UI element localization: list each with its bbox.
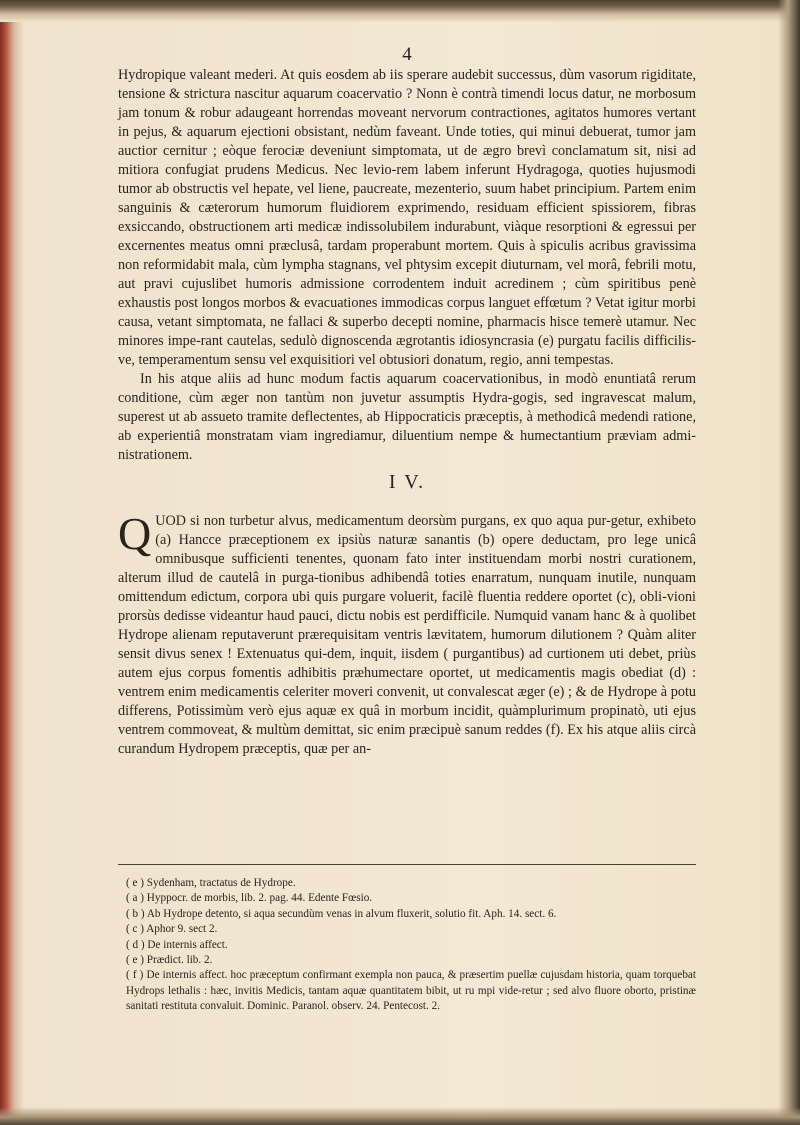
drop-cap: Q [118, 508, 152, 559]
paragraph-2: In his atque aliis ad hunc modum factis aquarum coacervationibus, in modò enuntiatâ rerum conditione, cùm æger non tantùm non juvetur assumptis Hydra-gogis, sed ingravescat malum, superest ut ab assueto tramite deflectentes, ab Hippocraticis præceptis, à methodicâ medendi ratione, ab experientiâ monstratam viam ingrediamur, diluentium nempe & humectantium præviam admi-nistrationem. [118, 371, 696, 463]
page-number: 4 [402, 44, 412, 65]
page-content [118, 46, 696, 1046]
right-edge [778, 0, 800, 1125]
paragraph-3-text: UOD si non turbetur alvus, medicamentum deorsùm purgans, ex quo aqua pur-getur, exhibeto (a) Hancce præceptionem ex ipsiùs naturæ sanantis (b) opere deductam, pro lege unicâ omnibusque sufficienti tenentes, quonam fato inter instituendam morbi nostri curationem, alterum illud de cautelâ in purga-tionibus adhibendâ toties enarratum, nunquam inutile, nunquam omittendum edictum, corpora ubi quis purgare voluerit, facilè fluentia reddere oportet (c), obli-vioni prorsùs dedisse videantur haud pauci, dictu nobis est perdifficile. Numquid vanam hanc & à quolibet Hydrope alienam reputaverunt prærequisitam ventris lævitatem, humorum dilutionem ? Quàm aliter sensit divus senex ! Extenuatus qui-dem, inquit, iisdem ( purgantibus) ad curtionem uti debet, priùs autem ejus corpus fomentis adhibitis præhumectare oportet, ut medicamentis magis obediat (d) : ventrem enim medicamentis celeriter moveri convenit, ut convalescat æger (e) ; & de Hydrope à potu differens, Potissimùm verò ejus aquæ ex quâ in morbum incidit, quàmplurimum propinatò, uti ejus ventrem commoveat, & multùm demittat, sic enim præcipuè sanum reddes (f). Ex his atque aliis circà curandum Hydropem præceptis, quæ per an- [118, 513, 696, 757]
bottom-edge [0, 1107, 800, 1125]
footnote: ( d ) De internis affect. [126, 938, 228, 951]
footnotes [118, 876, 696, 1015]
footnote: ( b ) Ab Hydrope detento, si aqua secundùm venas in alvum fluxerit, solutio fit. Aph. 14. sect. 6. [126, 907, 557, 920]
footnote-rule [118, 864, 696, 865]
footnote: ( f ) De internis affect. hoc præceptum confirmant exempla non pauca, & præsertim puellæ cujusdam historia, quam torquebat Hydrops lethalis : hæc, invitis Medicis, tantam aquæ quantitatem bibit, ut ru mpi vide-retur ; sed alvo fluore oborto, pristinæ sanitati restituta convaluit. Dominic. Paranol. observ. 24. Pentecost. 2. [126, 969, 696, 1013]
paragraph-1: Hydropique valeant mederi. At quis eosdem ab iis sperare audebit successus, dùm vasorum rigiditate, tensione & strictura nascitur aquarum coacervatio ? Nonn è contrà timendi locus datur, ne morbosum jam tonum & robur adaugeant horrendas moveant nervorum contractiones, agitatos humores vertant in pejus, & aquarum ejectioni obsistant, nedùm faveant. Unde toties, qui minui debuerat, tumor jam auctior cernitur ; eòque ferociæ deveniunt simptomata, ut de ægro brevì conclamatum sit, nisi ad mitiora confugiat prudens Medicus. Nec levio-rem labem inferunt Hydragoga, quoties hujusmodi tumor ab obstructis vel hepate, vel liene, paucreate, mezenterio, suum habet principium. Partem enim sanguinis & cæterorum humorum fluidiorem exprimendo, residuam efficient spissiorem, fibras exsiccando, obstructionem arti medicæ indissolubilem indurabunt, viàque resorptioni & egressui per excernentes meatus omni præclusâ, tardam properabunt mortem. Quis à spiculis acribus gravissima non reformidabit mala, cùm lympha stagnans, vel phtysim excepit diuturnam, vel morâ, febrili motu, aut pravi cujuslibet humoris admissione corrodentem induit acredinem ; cùm spiritibus penè exhaustis post longos morbos & evacuationes immodicas corpus languet effœtum ? Vetat igitur morbi causa, vetant simptomata, ne fallaci & superbo decepti nomine, pharmacis hisce temerè utamur. Nec minores impe-rant cautelas, sedulò dignoscenda ægrotantis idiosyncrasia (e) purgatu facilis difficilis-ve, temperamentum sensu vel exquisitiori vel obtusiori donatum, regio, anni tempestas. [118, 67, 696, 368]
footnote: ( e ) Sydenham, tractatus de Hydrope. [126, 877, 296, 889]
top-edge [0, 0, 800, 22]
footnote: ( c ) Aphor 9. sect 2. [126, 923, 218, 936]
section-heading: I V. [388, 471, 426, 493]
footnote: ( a ) Hyppocr. de morbis, lib. 2. pag. 44. Edente Fœsio. [126, 892, 373, 905]
footnote: ( e ) Prædict. lib. 2. [126, 954, 213, 967]
paragraph-3 [118, 508, 696, 759]
